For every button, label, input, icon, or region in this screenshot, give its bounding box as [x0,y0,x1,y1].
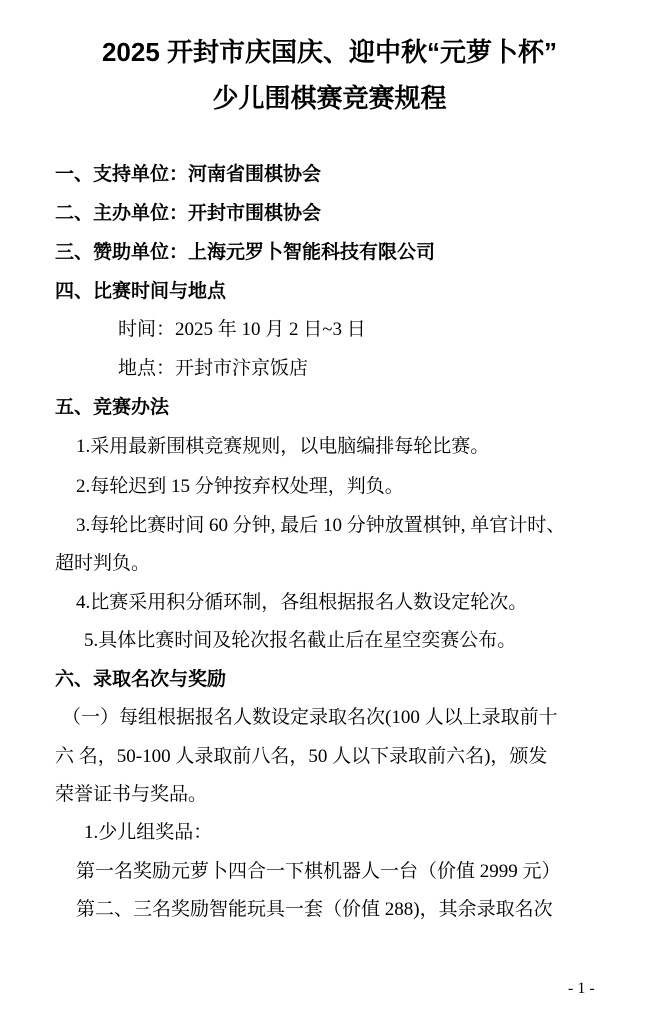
section-heading-sponsor: 三、赞助单位：上海元罗卜智能科技有限公司 [55,242,436,263]
rule-item: 1.采用最新围棋竞赛规则，以电脑编排每轮比赛。 [76,436,490,457]
section-heading-awards: 六、录取名次与奖励 [55,669,227,690]
rule-item: 5.具体比赛时间及轮次报名截止后在星空奕赛公布。 [84,630,517,651]
section-heading-time-place: 四、比赛时间与地点 [55,281,227,302]
event-time: 时间：2025 年 10 月 2 日~3 日 [118,319,366,340]
section-heading-support: 一、支持单位：河南省围棋协会 [55,164,322,185]
section-heading-rules: 五、竞赛办法 [55,397,170,418]
award-text: 荣誉证书与奖品。 [55,784,208,805]
page-number: - 1 - [568,980,595,997]
award-subheading: 1.少儿组奖品： [84,822,213,843]
award-text: （一）每组根据报名人数设定录取名次(100 人以上录取前十 [62,707,558,728]
award-text: 第一名奖励元萝卜四合一下棋机器人一台（价值 2999 元） [76,861,561,882]
award-text: 第二、三名奖励智能玩具一套（价值 288)，其余录取名次 [76,899,553,920]
rule-item: 3.每轮比赛时间 60 分钟, 最后 10 分钟放置棋钟, 单官计时、 [76,515,566,536]
rule-item-continuation: 超时判负。 [55,553,151,574]
award-text: 六 名，50-100 人录取前八名，50 人以下录取前六名)，颁发 [55,746,548,767]
rule-item: 4.比赛采用积分循环制，各组根据报名人数设定轮次。 [76,592,528,613]
document-title-line-2: 少儿围棋赛竞赛规程 [212,83,447,113]
document-title-line-1: 2025 开封市庆国庆、迎中秋“元萝卜杯” [101,37,558,67]
section-heading-organizer: 二、主办单位：开封市围棋协会 [55,203,322,224]
rule-item: 2.每轮迟到 15 分钟按弃权处理，判负。 [76,476,404,497]
event-place: 地点：开封市汴京饭店 [118,358,309,379]
